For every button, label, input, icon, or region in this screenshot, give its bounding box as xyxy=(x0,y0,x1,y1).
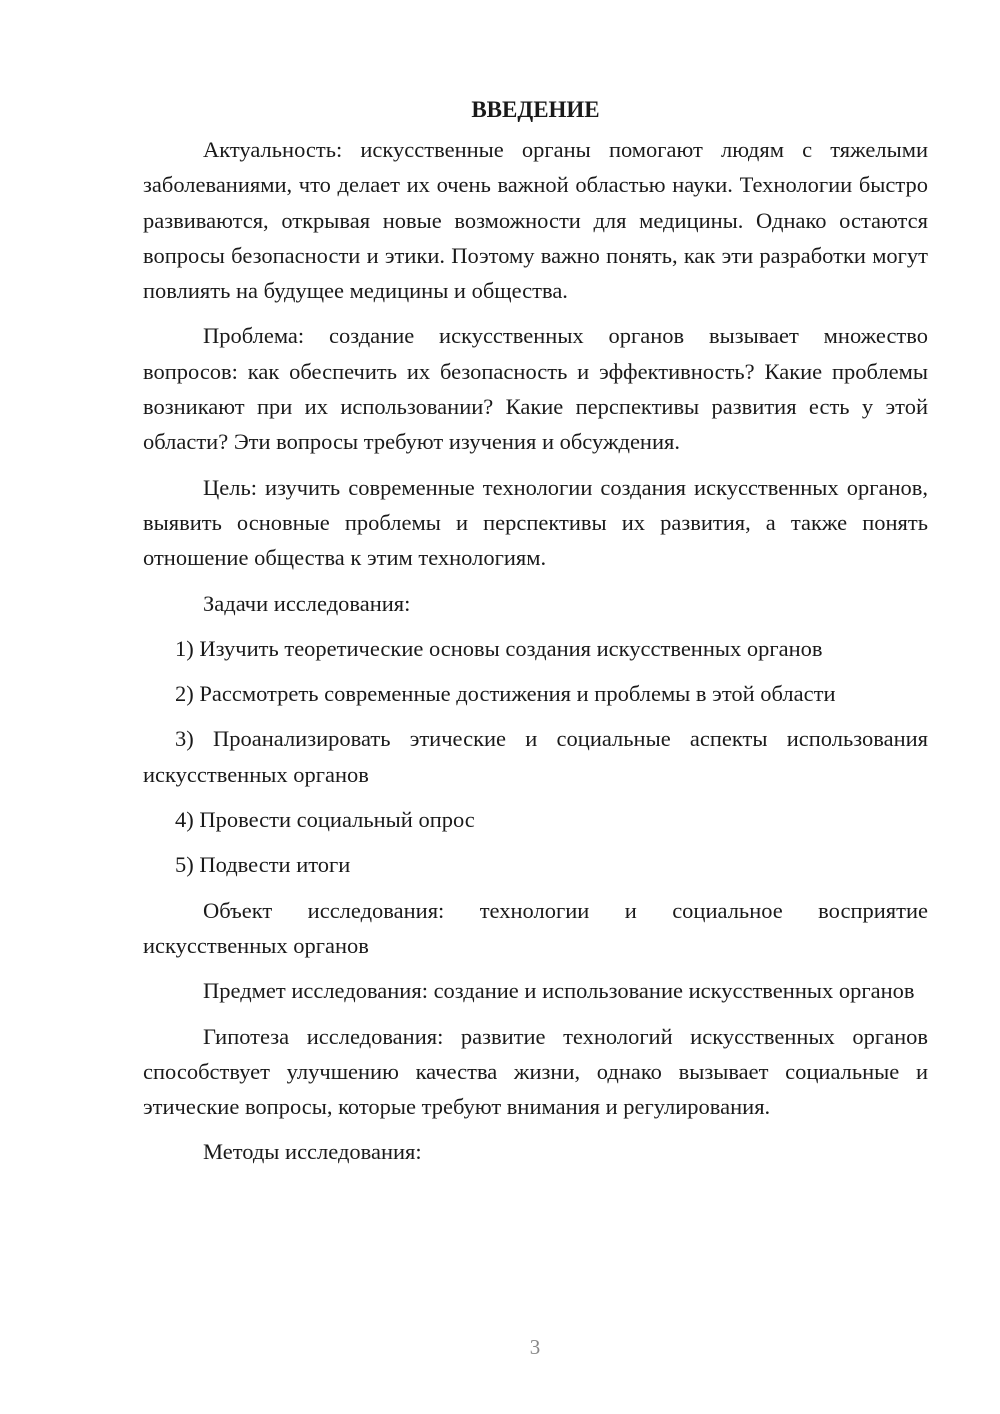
paragraph-methods-heading: Методы исследования: xyxy=(203,1139,422,1165)
page-title: ВВЕДЕНИЕ xyxy=(471,97,600,122)
list-item: 5) Подвести итоги xyxy=(175,852,351,878)
list-item: 1) Изучить теоретические основы создания искусственных органов xyxy=(175,635,823,661)
paragraph-tasks-heading: Задачи исследования: xyxy=(203,590,411,616)
paragraph-problem: Проблема: создание искусственных органов вызывает множество вопросов: как обеспечить их безопасность и эффективность? Какие проблемы возникают при их использовании? Какие перспективы развития есть у этой области? Эти вопросы требуют изучения и обсуждения. xyxy=(143,323,928,455)
paragraph-subject: Предмет исследования: создание и использование искусственных органов xyxy=(203,978,915,1004)
tasks-list xyxy=(143,631,928,883)
list-item: 3) Проанализировать этические и социальные аспекты использования искусственных органов xyxy=(143,726,928,787)
list-item: 2) Рассмотреть современные достижения и проблемы в этой области xyxy=(175,681,836,707)
page-number: 3 xyxy=(529,1335,541,1359)
paragraph-object: Объект исследования: технологии и социальное восприятие искусственных органов xyxy=(143,897,928,958)
paragraph-goal: Цель: изучить современные технологии создания искусственных органов, выявить основные проблемы и перспективы их развития, а также понять отношение общества к этим технологиям. xyxy=(143,474,928,571)
paragraph-relevance: Актуальность: искусственные органы помогают людям с тяжелыми заболеваниями, что делает их очень важной областью науки. Технологии быстро развиваются, открывая новые возможности для медицины. Однако остаются вопросы безопасности и этики. Поэтому важно понять, как эти разработки могут повлиять на будущее медицины и общества. xyxy=(143,137,928,304)
document-page xyxy=(143,92,928,1180)
list-item: 4) Провести социальный опрос xyxy=(175,807,475,833)
paragraph-hypothesis: Гипотеза исследования: развитие технологий искусственных органов способствует улучшению качества жизни, однако вызывает социальные и этические вопросы, которые требуют внимания и регулирования. xyxy=(143,1023,928,1120)
